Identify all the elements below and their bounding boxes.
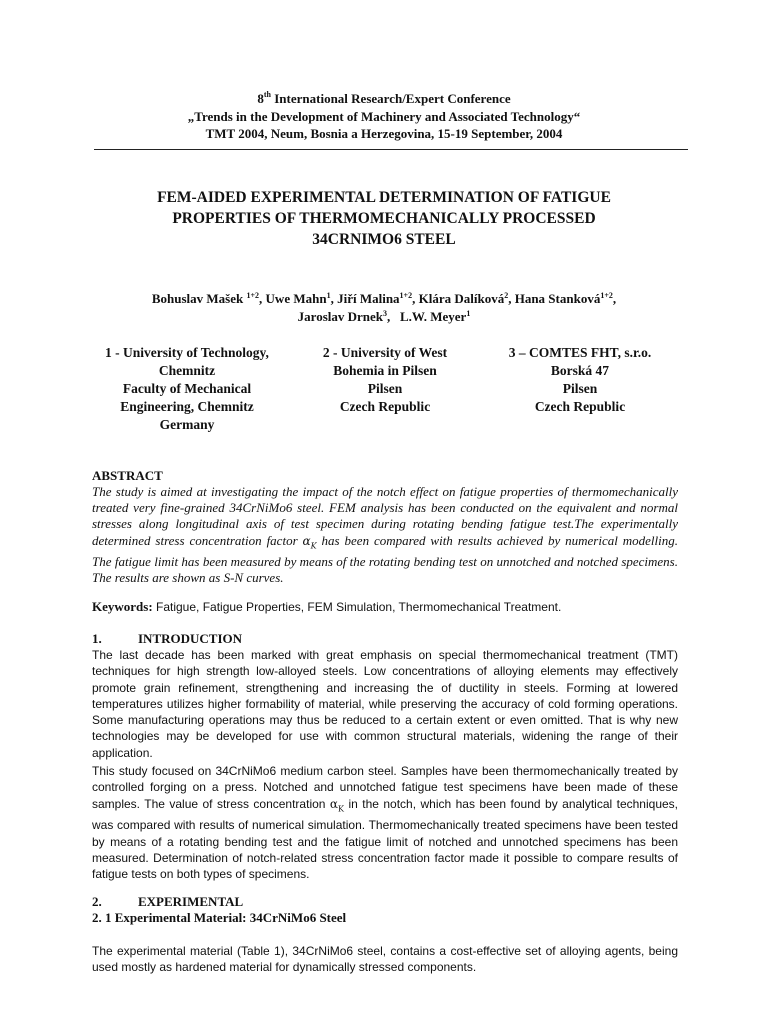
conference-theme: „Trends in the Development of Machinery and Associated Technology“ bbox=[187, 108, 581, 124]
introduction-paragraph-1: The last decade has been marked with great emphasis on special thermomechanical treatment (TMT) techniques for high strength low-alloyed steels. Low concentrations of alloying elements may effectively promote grain refinement, strengthening and increasing the of ductility in steels. Forming at lowered temperatures utilizes higher formability of material, while preserving the accuracy of cold forming operations. Some manufacturing operations may thus be reduced to a certain extent or even omitted. That is why new technologies may be developed for use with common structural materials, widening the range of their application. bbox=[92, 648, 678, 760]
conference-venue: TMT 2004, Neum, Bosnia a Herzegovina, 15-19 September, 2004 bbox=[205, 126, 563, 141]
experimental-paragraph-1: The experimental material (Table 1), 34CrNiMo6 steel, contains a cost-effective set of alloying agents, being used mostly as hardened material for dynamically stressed components. bbox=[92, 944, 678, 975]
author: Uwe Mahn$^1$, bbox=[265, 291, 338, 306]
author: Jaroslav Drnek$^3$, bbox=[297, 309, 397, 324]
header-divider bbox=[94, 149, 688, 150]
affiliation-3: 3 – COMTES FHT, s.r.o. Borská 47 Pilsen Czech Republic bbox=[508, 345, 652, 414]
keywords: Keywords: Fatigue, Fatigue Properties, FEM Simulation, Thermomechanical Treatment. bbox=[92, 599, 562, 614]
author: L.W. Meyer$^1$ bbox=[400, 309, 471, 324]
conference-name: 8th International Research/Expert Conference bbox=[257, 90, 511, 106]
paper-title: FEM-AIDED EXPERIMENTAL DETERMINATION OF FATIGUE PROPERTIES OF THERMOMECHANICALLY PROCESSED 34CRNIMO6 STEEL bbox=[157, 189, 611, 248]
author: Klára Dalíková$^2$, bbox=[418, 291, 515, 306]
author: Hana Stanková$^{1+2}$, bbox=[514, 291, 617, 306]
abstract-heading: ABSTRACT bbox=[92, 468, 163, 483]
subsection-heading: 2. 1 Experimental Material: 34CrNiMo6 Steel bbox=[92, 910, 347, 925]
abstract-text: The study is aimed at investigating the impact of the notch effect on fatigue properties of thermomechanically treated very fine-grained 34CrNiMo6 steel. FEM analysis has been conducted on the equivalent and normal stresses along longitudinal axis of test specimen during rotating bending fatigue test.The experimentally determined stress concentration factor $\alpha_K$ has been compared with results achieved by numerical modelling. The fatigue limit has been measured by means of the rotating bending test on unnotched and notched specimens. The results are shown as S-N curves. bbox=[92, 484, 678, 586]
author-list bbox=[0, 290, 768, 326]
author: Bohuslav Mašek $^{1+2}$, bbox=[151, 291, 266, 306]
section-heading-experimental: 2. EXPERIMENTAL bbox=[92, 894, 244, 909]
alpha-k-symbol: $\alpha_K$ bbox=[329, 796, 344, 813]
affiliation-2: 2 - University of West Bohemia in Pilsen Pilsen Czech Republic bbox=[322, 345, 448, 414]
introduction-paragraph-2: This study focused on 34CrNiMo6 medium carbon steel. Samples have been thermomechanically treated by controlled forging on a press. Notched and unnotched fatigue test specimens have been made of these samples. The value of stress concentration $\alpha_K$ in the notch, which has been found by analytical techniques, was compared with results of numerical simulation. Thermomechanically treated specimens have been tested by means of a rotating bending test and the fatigue limit of notched and unnotched specimens has been measured. Determination of notch-related stress concentration factor made it possible to compare results of fatigue tests on both types of specimens. bbox=[92, 764, 678, 882]
alpha-k-symbol: $\alpha_K$ bbox=[302, 533, 317, 550]
conference-header bbox=[0, 90, 768, 143]
section-heading-introduction: 1. INTRODUCTION bbox=[92, 631, 243, 646]
author: Jiří Malina$^{1+2}$, bbox=[337, 291, 419, 306]
affiliation-1: 1 - University of Technology, Chemnitz Faculty of Mechanical Engineering, Chemnitz Germany bbox=[105, 345, 269, 432]
